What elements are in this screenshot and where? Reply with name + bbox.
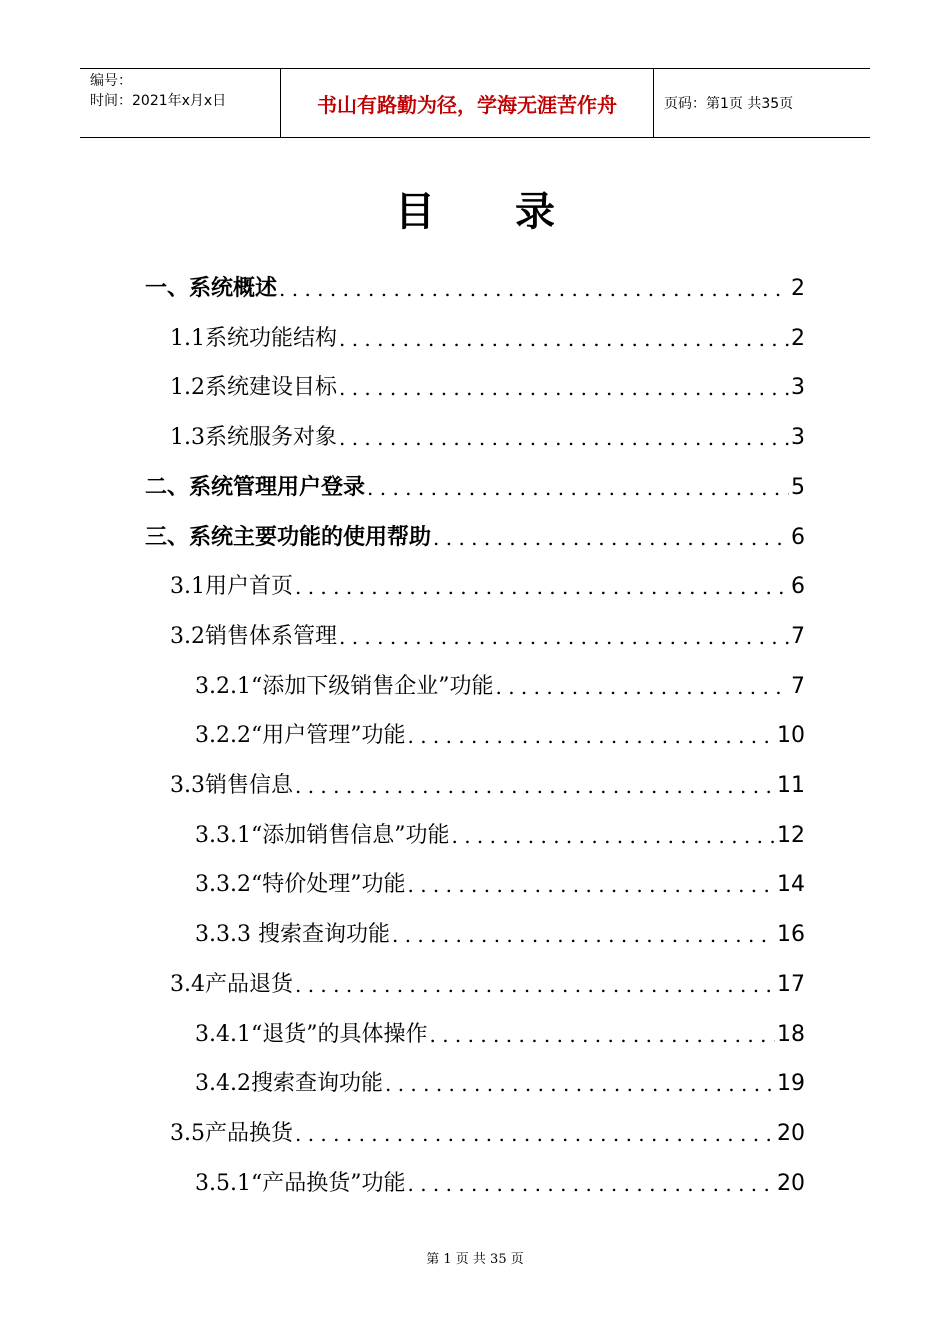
- toc-entry[interactable]: [170, 958, 805, 1002]
- toc-leader-dots: [339, 371, 789, 405]
- toc-entry-title: 3.3.2“特价处理”功能: [195, 872, 406, 898]
- toc-entry-title: 3.4.2搜索查询功能: [195, 1071, 383, 1097]
- toc-entry-page: 7: [791, 673, 805, 699]
- toc-leader-dots: [495, 670, 789, 704]
- toc-entry[interactable]: [170, 411, 805, 455]
- toc-leader-dots: [295, 1117, 775, 1151]
- toc-entry-title: 3.3.1“添加销售信息”功能: [195, 822, 450, 848]
- toc-entry-title: 二、系统管理用户登录: [145, 474, 366, 500]
- toc-entry-title: 3.5产品换货: [170, 1120, 293, 1146]
- toc-entry-page: 20: [777, 1170, 805, 1196]
- page-header: [80, 68, 870, 138]
- document-date: 时间：2021年x月x日: [90, 93, 227, 109]
- toc-entry-title: 1.2系统建设目标: [170, 375, 337, 401]
- toc-leader-dots: [367, 471, 789, 505]
- toc-leader-dots: [385, 1067, 775, 1101]
- toc-entry-title: 3.2.1“添加下级销售企业”功能: [195, 673, 494, 699]
- header-motto: 书山有路勤为径，学海无涯苦作舟: [281, 69, 654, 137]
- toc-entry[interactable]: [170, 1107, 805, 1151]
- toc-entry-page: 6: [791, 524, 805, 550]
- toc-entry-page: 17: [777, 971, 805, 997]
- toc-entry-page: 7: [791, 623, 805, 649]
- toc-entry-page: 20: [777, 1120, 805, 1146]
- toc-entry-page: 6: [791, 574, 805, 600]
- document-number-label: 编号：: [90, 73, 132, 89]
- header-page-info: 页码：第1页 共35页: [664, 96, 794, 112]
- toc-leader-dots: [407, 868, 775, 902]
- toc-entry-page: 10: [777, 723, 805, 749]
- toc-leader-dots: [339, 421, 789, 455]
- toc-entry-title: 3.1用户首页: [170, 574, 293, 600]
- toc-entry-page: 12: [777, 822, 805, 848]
- toc-leader-dots: [339, 322, 789, 356]
- toc-entry[interactable]: [145, 262, 805, 306]
- toc-entry-title: 3.3.3 搜索查询功能: [195, 922, 390, 948]
- toc-entry-page: 2: [791, 276, 805, 301]
- toc-entry[interactable]: [195, 1057, 805, 1101]
- toc-entry-page: 14: [777, 872, 805, 898]
- toc-entry-title: 3.4产品退货: [170, 971, 293, 997]
- toc-leader-dots: [295, 769, 775, 803]
- toc-entry[interactable]: [170, 610, 805, 654]
- toc-entry[interactable]: [195, 809, 805, 853]
- toc-entry-title: 3.2销售体系管理: [170, 623, 337, 649]
- toc-entry[interactable]: [145, 461, 805, 505]
- toc-leader-dots: [295, 968, 775, 1002]
- toc-entry-page: 11: [777, 773, 805, 798]
- toc-leader-dots: [407, 1167, 775, 1201]
- toc-entry-page: 3: [791, 375, 805, 401]
- toc-leader-dots: [339, 620, 789, 654]
- toc-leader-dots: [295, 570, 789, 604]
- toc-entry-page: 16: [777, 922, 805, 948]
- toc-entry-page: 19: [777, 1071, 805, 1097]
- toc-entry-title: 1.3系统服务对象: [170, 425, 337, 451]
- header-info-cell: [80, 69, 281, 137]
- toc-entry[interactable]: [170, 361, 805, 405]
- toc-leader-dots: [407, 719, 775, 753]
- toc-entry[interactable]: [170, 560, 805, 604]
- toc-leader-dots: [451, 819, 775, 853]
- page-footer: 第 1 页 共 35 页: [426, 1252, 524, 1267]
- toc-entry-title: 三、系统主要功能的使用帮助: [145, 524, 432, 550]
- toc-entry[interactable]: [195, 1157, 805, 1201]
- toc-entry-title: 3.4.1“退货”的具体操作: [195, 1021, 428, 1047]
- toc-entry[interactable]: [195, 908, 805, 952]
- toc-entry[interactable]: [145, 511, 805, 555]
- toc-entry-page: 5: [791, 474, 805, 500]
- toc-entry[interactable]: [170, 759, 805, 803]
- toc-entry-page: 18: [777, 1021, 805, 1047]
- toc-entry[interactable]: [170, 312, 805, 356]
- toc-entry-title: 3.3销售信息: [170, 773, 293, 798]
- toc-leader-dots: [433, 521, 789, 555]
- toc-entry-title: 3.5.1“产品换货”功能: [195, 1170, 406, 1196]
- document-title: 目录: [395, 189, 635, 235]
- toc-entry-title: 一、系统概述: [145, 276, 278, 301]
- toc-entry[interactable]: [195, 1008, 805, 1052]
- toc-entry-title: 1.1系统功能结构: [170, 325, 337, 351]
- toc-entry-page: 2: [791, 325, 805, 351]
- toc-leader-dots: [279, 272, 789, 306]
- toc-entry-title: 3.2.2“用户管理”功能: [195, 723, 406, 749]
- toc-leader-dots: [392, 918, 775, 952]
- toc-entry-page: 3: [791, 425, 805, 451]
- toc-entry[interactable]: [195, 660, 805, 704]
- toc-entry[interactable]: [195, 858, 805, 902]
- toc-leader-dots: [429, 1018, 775, 1052]
- toc-entry[interactable]: [195, 709, 805, 753]
